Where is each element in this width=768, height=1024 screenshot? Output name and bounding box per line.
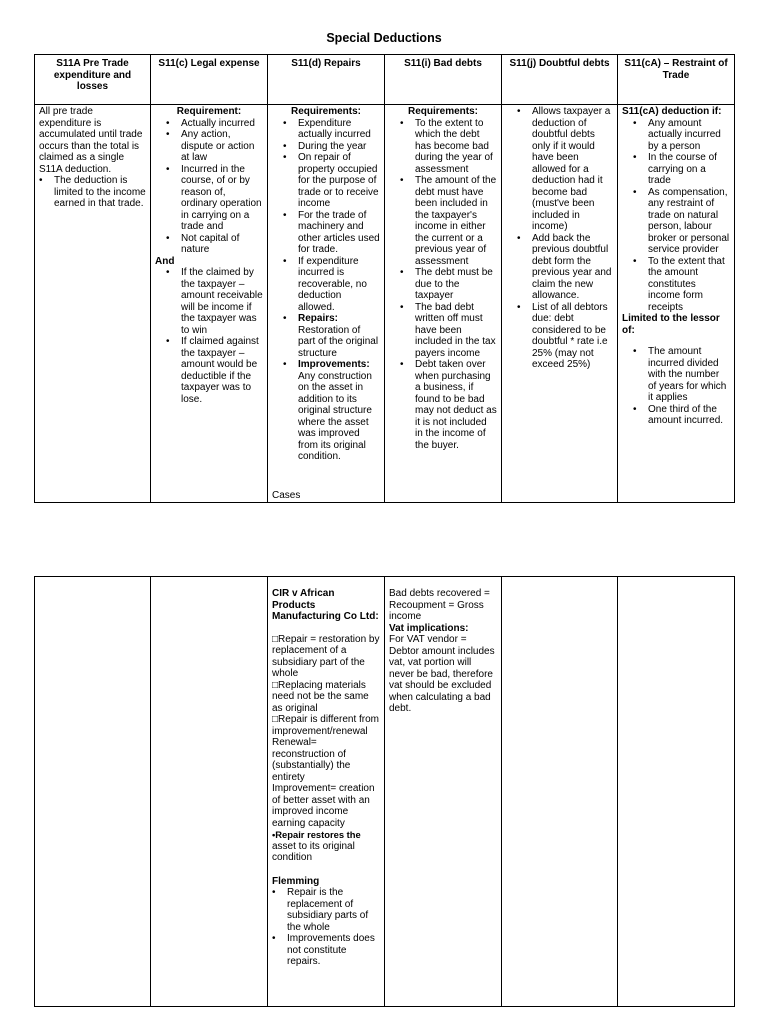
improvements-text: Any construction on the asset in addition to its original structure where the asset was improved from its original condition. <box>298 370 372 462</box>
improvements-label: Improvements: <box>298 359 370 370</box>
case-title: CIR v African Products Manufacturing Co Ltd: <box>272 588 379 622</box>
list-item: • Not capital of nature <box>181 233 263 256</box>
list-item: • During the year <box>298 141 380 153</box>
table-row <box>35 105 735 503</box>
cell-empty <box>35 577 151 1007</box>
cell-s11j <box>502 105 618 503</box>
list-item: • If claimed against the taxpayer – amount would be deductible if the taxpayer was to lose. <box>181 336 263 405</box>
list-item: • As compensation, any restraint of trade on natural person, labour broker or personal service provider <box>648 187 730 256</box>
improvement-text: Improvement= creation of better asset with an improved income earning capacity <box>272 783 375 829</box>
s11d-bullets <box>272 118 380 463</box>
s11j-bullets <box>506 106 613 371</box>
list-item: • Add back the previous doubtful debt form the previous year and claim the new allowance. <box>532 233 613 302</box>
column-header: S11(cA) – Restraint of Trade <box>618 55 735 105</box>
cell-empty <box>151 577 268 1007</box>
table-header-row <box>35 55 735 105</box>
s11c-heading: Requirement: <box>176 106 242 117</box>
case-line: □Replacing materials need not be the same as original <box>272 679 369 714</box>
restore-bold: •Repair restores the <box>272 829 361 840</box>
s11i-bullets <box>389 118 497 452</box>
s11a-text: All pre trade expenditure is accumulated until trade occurs than the total is claimed as a single S11A deduction. <box>39 106 143 175</box>
deductions-table <box>34 54 735 503</box>
cell-repair-cases <box>268 577 385 1007</box>
list-item: • The bad debt written off must have been included in the tax payers income <box>415 302 497 360</box>
column-header: S11(d) Repairs <box>268 55 385 105</box>
list-item: • Actually incurred <box>181 118 263 130</box>
cases-label: Cases <box>272 489 301 501</box>
s11ca-bullets-2 <box>622 346 730 427</box>
recovered-text: Bad debts recovered = Recoupment = Gross income <box>389 588 490 622</box>
restore-rest: asset to its original condition <box>272 840 355 863</box>
list-item: • List of all debtors due: debt considered to be doubtful * rate i.e 25% (may not exceed 25%) <box>532 302 613 371</box>
s11i-heading: Requirements: <box>407 106 478 117</box>
list-item: • Repair is the replacement of subsidiary parts of the whole <box>287 887 380 933</box>
list-item: • The amount incurred divided with the number of years for which it applies <box>648 346 730 404</box>
cell-bad-debt-notes <box>385 577 502 1007</box>
list-item: • Any amount actually incurred by a person <box>648 118 730 153</box>
list-item: • On repair of property occupied for the purpose of trade or to receive income <box>298 152 380 210</box>
flemming-title: Flemming <box>272 875 320 887</box>
cell-empty <box>618 577 735 1007</box>
cell-s11c <box>151 105 268 503</box>
cell-s11i <box>385 105 502 503</box>
page-title: Special Deductions <box>326 31 442 45</box>
list-item: • Allows taxpayer a deduction of doubtful debts only if it would have been allowed for a deduction had it become bad (must've been included in income) <box>532 106 613 233</box>
list-item: • Any action, dispute or action at law <box>181 129 263 164</box>
list-item: • Debt taken over when purchasing a business, if found to be bad may not deduct as it is not included in the income of the buyer. <box>415 359 497 451</box>
list-item: • The debt must be due to the taxpayer <box>415 267 497 302</box>
cell-empty <box>502 577 618 1007</box>
vat-heading: Vat implications: <box>389 622 469 634</box>
list-item: • The amount of the debt must have been included in the taxpayer's income in either the current or a previous year of assessment <box>415 175 497 267</box>
cell-s11ca <box>618 105 735 503</box>
list-item: • Improvements does not constitute repairs. <box>287 933 380 968</box>
vat-text: For VAT vendor = Debtor amount includes vat, vat portion will never be bad, therefore vat should be excluded when calculating a bad debt. <box>389 634 495 714</box>
list-item: • One third of the amount incurred. <box>648 404 730 427</box>
case-line: □Repair = restoration by replacement of a subsidiary part of the whole <box>272 633 380 679</box>
case-line: □Repair is different from improvement/renewal <box>272 714 380 737</box>
s11a-bullets <box>39 175 146 210</box>
list-item-repairs <box>298 313 380 359</box>
list-item-improvements <box>298 359 380 463</box>
list-item: • To the extent to which the debt has become bad during the year of assessment <box>415 118 497 176</box>
column-header: S11(c) Legal expense <box>151 55 268 105</box>
cell-s11a <box>35 105 151 503</box>
s11d-heading: Requirements: <box>290 106 361 117</box>
cases-table <box>34 576 735 1007</box>
list-item: • If expenditure incurred is recoverable, no deduction allowed. <box>298 256 380 314</box>
column-header: S11(j) Doubtful debts <box>502 55 618 105</box>
list-item: • Expenditure actually incurred <box>298 118 380 141</box>
column-header: S11A Pre Trade expenditure and losses <box>35 55 151 105</box>
s11c-bullets <box>155 118 263 256</box>
column-header: S11(i) Bad debts <box>385 55 502 105</box>
list-item: • Incurred in the course, of or by reason of, ordinary operation in carrying on a trade and <box>181 164 263 233</box>
s11c-and: And <box>155 255 175 267</box>
list-item: • For the trade of machinery and other articles used for trade. <box>298 210 380 256</box>
repairs-text: Restoration of part of the original structure <box>298 324 379 359</box>
s11ca-heading: S11(cA) deduction if: <box>622 106 722 117</box>
renewal-text: Renewal= reconstruction of (substantially) the entirety <box>272 737 351 783</box>
list-item: • In the course of carrying on a trade <box>648 152 730 187</box>
repairs-label: Repairs: <box>298 313 339 324</box>
flemming-bullets <box>272 887 380 968</box>
cell-s11d <box>268 105 385 503</box>
list-item: • If the claimed by the taxpayer – amount receivable will be income if the taxpayer was to win <box>181 267 263 336</box>
s11ca-bullets <box>622 118 730 314</box>
list-item: • To the extent that the amount constitutes income form receipts <box>648 256 730 314</box>
list-item: • The deduction is limited to the income earned in that trade. <box>54 175 146 210</box>
s11ca-limited: Limited to the lessor of: <box>622 313 720 336</box>
table-row <box>35 577 735 1007</box>
s11c-bullets-2 <box>155 267 263 405</box>
